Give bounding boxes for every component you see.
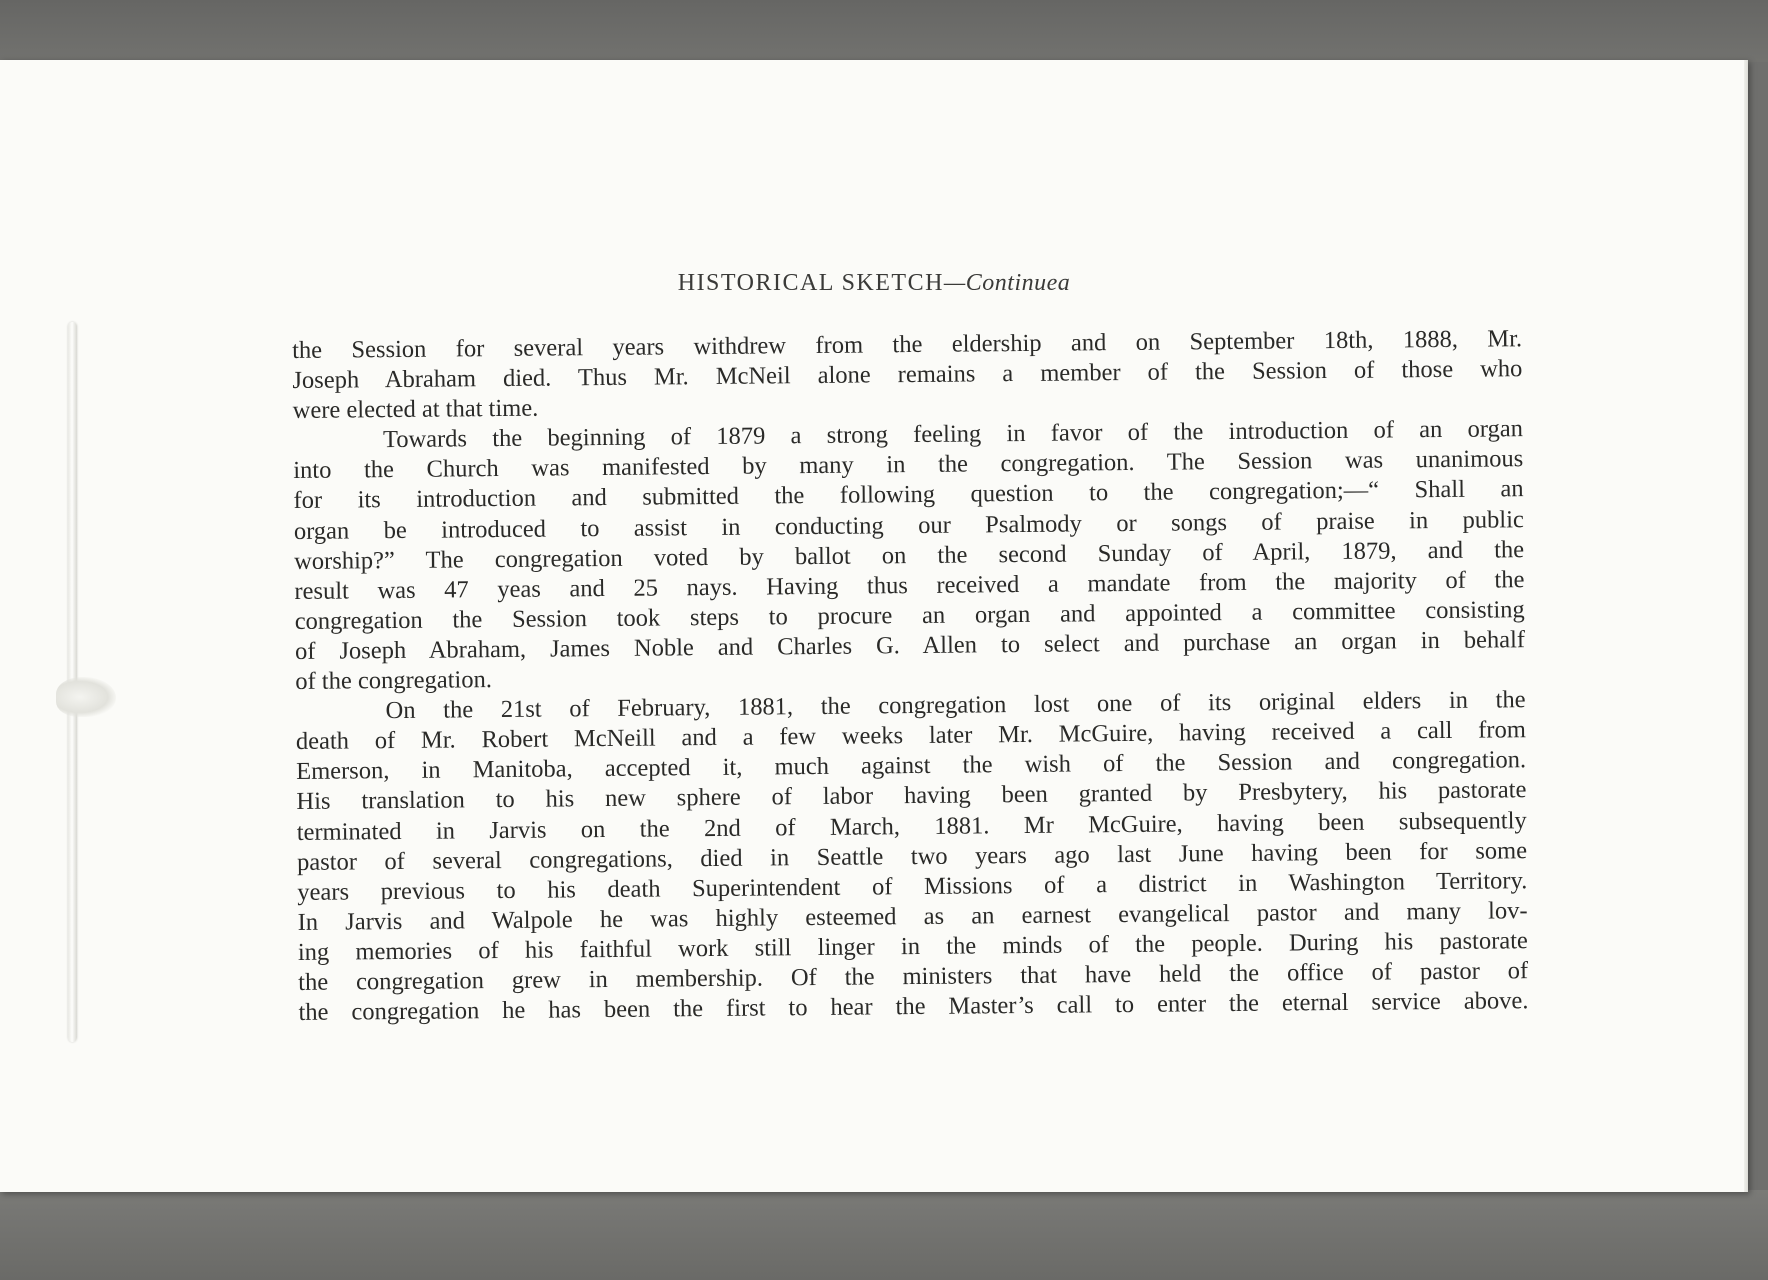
body-text xyxy=(292,324,1529,1028)
binding-thread xyxy=(62,322,84,1042)
book-page xyxy=(0,60,1748,1192)
binding-knot xyxy=(56,677,116,717)
text-line: years previous to his death Superintendent of Missions of a district in Washington Territory. xyxy=(297,866,1528,906)
text-line: of Joseph Abraham, James Noble and Charles G. Allen to select and purchase an organ in behalf xyxy=(294,626,1526,665)
running-head-continued: —Continuea xyxy=(943,270,1071,296)
text-line: In Jarvis and Walpole he was highly esteemed as an earnest evangelical pastor and many lov- xyxy=(297,896,1528,936)
scanner-backdrop-top xyxy=(0,0,1768,62)
text-line: organ be introduced to assist in conducting our Psalmody or songs of praise in public xyxy=(293,505,1524,545)
text-line: were elected at that time. xyxy=(292,394,539,425)
text-line: into the Church was manifested by many in the congregation. The Session was unanimous xyxy=(293,445,1524,485)
text-line: On the 21st of February, 1881, the congregation lost one of its original elders in the xyxy=(385,686,1526,725)
text-line: Emerson, in Manitoba, accepted it, much against the wish of the Session and congregation. xyxy=(296,746,1527,786)
text-line: Joseph Abraham died. Thus Mr. McNeil alone remains a member of the Session of those who xyxy=(292,355,1523,395)
running-head-title: HISTORICAL SKETCH xyxy=(677,270,944,296)
text-line: terminated in Jarvis on the 2nd of March, 1881. Mr McGuire, having been subsequently xyxy=(296,806,1527,846)
page-edge xyxy=(1744,60,1748,1192)
text-line: the congregation grew in membership. Of the ministers that have held the office of pastor of xyxy=(298,957,1529,996)
text-line: congregation the Session took steps to procure an organ and appointed a committee consisting xyxy=(294,596,1525,635)
text-line: for its introduction and submitted the following question to the congregation;—“ Shall an xyxy=(293,475,1524,515)
text-line: death of Mr. Robert McNeill and a few weeks later Mr. McGuire, having received a call from xyxy=(295,716,1526,756)
text-line: pastor of several congregations, died in Seattle two years ago last June having been for some xyxy=(296,836,1528,876)
scanner-backdrop-bottom xyxy=(0,1190,1768,1280)
text-line: result was 47 yeas and 25 nays. Having thus received a mandate from the majority of the xyxy=(294,565,1525,605)
running-head xyxy=(0,270,1748,297)
text-line: worship?” The congregation voted by ballot on the second Sunday of April, 1879, and the xyxy=(294,535,1525,575)
text-line: His translation to his new sphere of labor having been granted by Presbytery, his pastorate xyxy=(296,776,1527,816)
text-line: the congregation he has been the first to hear the Master’s call to enter the eternal service above. xyxy=(298,987,1529,1027)
text-line: ing memories of his faithful work still linger in the minds of the people. During his pastorate xyxy=(297,927,1528,966)
text-line: the Session for several years withdrew from the eldership and on September 18th, 1888, Mr. xyxy=(292,325,1523,364)
text-line: Towards the beginning of 1879 a strong feeling in favor of the introduction of an organ xyxy=(382,415,1524,454)
text-line: of the congregation. xyxy=(295,666,493,696)
